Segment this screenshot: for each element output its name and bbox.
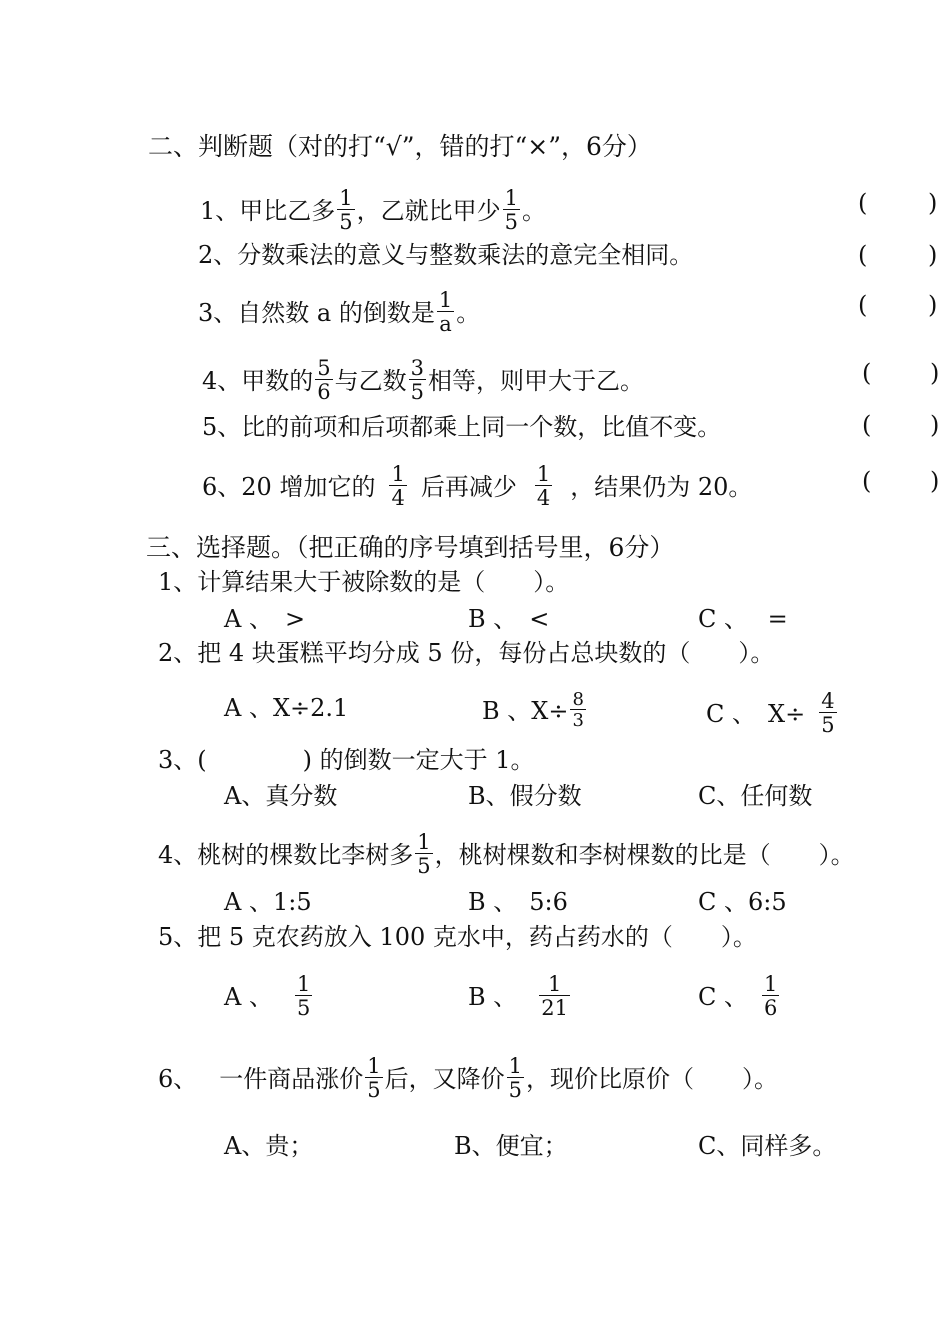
section2-title: 二、判断题（对的打“√”，错的打“×”，6分） <box>148 132 652 161</box>
option-a: A、真分数 <box>224 782 338 810</box>
answer-paren-open: ( <box>858 241 868 269</box>
fraction <box>389 464 406 509</box>
fraction <box>762 974 779 1019</box>
fraction-numerator: 1 <box>438 288 453 312</box>
fraction-numerator: 1 <box>367 1054 381 1078</box>
fraction <box>819 691 836 736</box>
fraction <box>437 290 454 335</box>
option-c: C 、 = <box>698 605 788 633</box>
fraction-denominator: a <box>439 312 452 336</box>
judge-item-text: 甲比乙多 <box>239 197 336 225</box>
judge-item-text: ，结果仍为 20。 <box>570 473 753 501</box>
fraction <box>337 188 354 233</box>
fraction-denominator: 5 <box>367 1078 381 1102</box>
judge-item-label: 5、 <box>202 413 242 441</box>
judge-item-label: 2、 <box>198 241 238 269</box>
choice-question-5: 5、把 5 克农药放入 100 克水中，药占药水的（ ）。 <box>158 923 757 951</box>
answer-paren-close: ) <box>930 359 940 387</box>
fraction-denominator: 5 <box>410 380 425 404</box>
option-label: A 、 <box>224 983 273 1011</box>
fraction-denominator: 5 <box>821 713 835 737</box>
fraction-denominator: 6 <box>764 996 778 1020</box>
judge-item-text: 比的前项和后项都乘上同一个数，比值不变。 <box>241 413 722 441</box>
option-a: A 、 > <box>224 605 306 633</box>
option-b: B、假分数 <box>468 782 582 810</box>
fraction <box>415 832 432 877</box>
option-a: A 、1:5 <box>224 888 312 916</box>
option-c <box>698 972 781 1021</box>
option-b <box>482 689 588 732</box>
section3-title: 三、选择题。（把正确的序号填到括号里，6分） <box>146 533 675 562</box>
question-text: 后，又降价 <box>384 1065 505 1093</box>
option-label: B 、 <box>468 983 518 1011</box>
question-text: ，桃树棵数和李树棵数的比是（ ）。 <box>434 841 855 869</box>
answer-paren-open: ( <box>858 291 868 319</box>
option-c <box>706 689 839 738</box>
answer-paren-close: ) <box>930 411 940 439</box>
question-text: 一件商品涨价 <box>219 1065 364 1093</box>
fraction-numerator: 1 <box>536 462 551 486</box>
option-a: A 、X÷2.1 <box>224 694 349 722</box>
fraction-numerator: 1 <box>547 972 562 996</box>
fraction-denominator: 4 <box>536 486 551 510</box>
choice-question-1: 1、计算结果大于被除数的是（ ）。 <box>158 568 570 596</box>
option-label: C 、 <box>698 983 748 1011</box>
judge-item-text: ，乙就比甲少 <box>356 197 501 225</box>
fraction-denominator: 21 <box>541 996 568 1020</box>
choice-question-2: 2、把 4 块蛋糕平均分成 5 份，每份占总块数的（ ）。 <box>158 639 775 667</box>
fraction-denominator: 4 <box>391 486 405 510</box>
option-b: B 、 < <box>468 605 550 633</box>
option-b: B、便宜； <box>454 1132 568 1160</box>
choice-question-3: 3、( ) 的倒数一定大于 1。 <box>158 746 535 774</box>
answer-paren-close: ) <box>930 467 940 495</box>
fraction-numerator: 4 <box>821 689 835 713</box>
fraction-denominator: 5 <box>417 854 431 878</box>
fraction <box>295 974 312 1019</box>
option-b <box>468 972 572 1021</box>
fraction-numerator: 1 <box>391 462 405 486</box>
fraction-numerator: 1 <box>417 830 431 854</box>
judge-item-label: 3、 <box>198 299 238 327</box>
fraction <box>535 464 552 509</box>
fraction <box>503 188 520 233</box>
option-c: C 、6:5 <box>698 888 787 916</box>
fraction-denominator: 5 <box>339 210 353 234</box>
judge-item-5 <box>202 412 721 442</box>
judge-item-2 <box>198 240 693 270</box>
fraction-numerator: 5 <box>317 356 331 380</box>
fraction <box>507 1056 524 1101</box>
judge-item-label: 1、 <box>200 197 240 225</box>
judge-item-3 <box>198 288 481 337</box>
choice-question-4 <box>158 830 855 879</box>
judge-item-text: 后再减少 <box>420 473 517 501</box>
fraction-numerator: 1 <box>764 972 778 996</box>
option-a <box>224 972 314 1021</box>
question-text: 4、桃树的棵数比李树多 <box>158 841 414 869</box>
option-label: C 、 X÷ <box>706 700 806 728</box>
option-c: C、任何数 <box>698 782 813 810</box>
answer-paren-close: ) <box>928 189 938 217</box>
answer-paren-close: ) <box>928 241 938 269</box>
judge-item-1 <box>200 186 547 235</box>
fraction-denominator: 5 <box>504 210 519 234</box>
answer-paren-open: ( <box>862 359 872 387</box>
question-text: ，现价比原价（ ）。 <box>526 1065 779 1093</box>
fraction <box>315 358 332 403</box>
fraction <box>409 358 426 403</box>
fraction-numerator: 1 <box>339 186 353 210</box>
fraction-numerator: 1 <box>296 972 311 996</box>
answer-paren-open: ( <box>858 189 868 217</box>
judge-item-text: 分数乘法的意义与整数乘法的意完全相同。 <box>237 241 694 269</box>
fraction <box>539 974 570 1019</box>
judge-item-4 <box>202 356 645 405</box>
fraction-denominator: 3 <box>572 710 584 731</box>
answer-paren-open: ( <box>862 467 872 495</box>
judge-item-text: 。 <box>456 299 481 327</box>
judge-item-text: 相等，则甲大于乙。 <box>428 367 645 395</box>
judge-item-text: 甲数的 <box>241 367 314 395</box>
answer-paren-close: ) <box>928 291 938 319</box>
question-label: 6、 <box>158 1065 198 1093</box>
judge-item-text: 与乙数 <box>334 367 407 395</box>
option-b: B 、 5:6 <box>468 888 568 916</box>
option-c: C、同样多。 <box>698 1132 837 1160</box>
option-a: A、贵； <box>224 1132 314 1160</box>
answer-paren-open: ( <box>862 411 872 439</box>
choice-question-6 <box>158 1054 779 1103</box>
fraction-numerator: 3 <box>410 356 425 380</box>
fraction-denominator: 5 <box>296 996 311 1020</box>
judge-item-text: 。 <box>522 197 547 225</box>
fraction <box>365 1056 382 1101</box>
judge-item-label: 4、 <box>202 367 242 395</box>
judge-item-text: 自然数 a 的倒数是 <box>237 299 435 327</box>
fraction-denominator: 6 <box>317 380 331 404</box>
fraction-numerator: 1 <box>504 186 519 210</box>
judge-item-label: 6、 <box>202 473 242 501</box>
judge-item-text: 20 增加它的 <box>241 473 376 501</box>
fraction <box>570 691 585 730</box>
judge-item-6 <box>202 462 753 511</box>
fraction-numerator: 8 <box>572 689 584 710</box>
option-label: B 、X÷ <box>482 697 569 725</box>
fraction-denominator: 5 <box>508 1078 523 1102</box>
fraction-numerator: 1 <box>508 1054 523 1078</box>
